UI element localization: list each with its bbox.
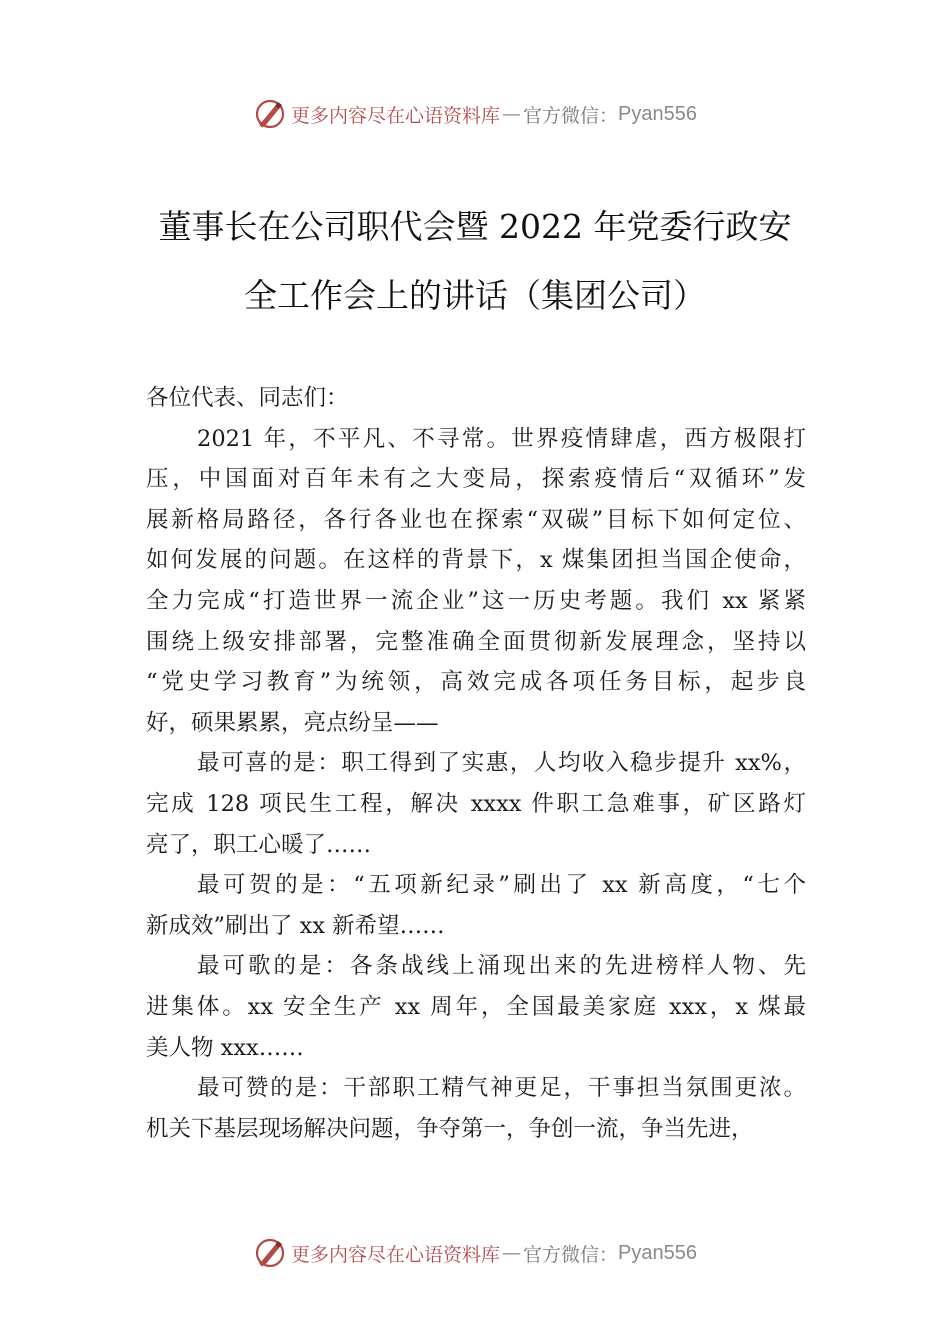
body-line: 美人物 xxx……	[146, 1034, 304, 1061]
body-line: 压，中国面对百年未有之大变局，探索疫情后“双循环”发	[146, 466, 806, 493]
banner-wechat-account: Pyan556	[618, 1241, 697, 1264]
body-line: 进集体。xx 安全生产 xx 周年，全国最美家庭 xxx，x 煤最	[146, 993, 806, 1020]
body-line: 新成效”刷出了 xx 新希望……	[146, 912, 445, 939]
body-line: 最可贺的是：“五项新纪录”刷出了 xx 新高度，“七个	[197, 872, 806, 899]
body-line: 围绕上级安排部署，完整准确全面贯彻新发展理念，坚持以	[146, 628, 806, 655]
body-line: 全力完成“打造世界一流企业”这一历史考题。我们 xx 紧紧	[146, 587, 806, 614]
document-title-line-1: 董事长在公司职代会暨 2022 年党委行政安	[158, 207, 792, 246]
banner-promo-text: 更多内容尽在心语资料库	[291, 104, 501, 127]
document-body	[146, 378, 806, 1149]
body-line: 2021 年，不平凡、不寻常。世界疫情肆虐，西方极限打	[197, 425, 806, 452]
pen-circle-logo-icon	[253, 97, 287, 131]
banner-wechat-account: Pyan556	[618, 102, 697, 125]
pen-circle-logo-icon	[253, 1236, 287, 1270]
body-line: 如何发展的问题。在这样的背景下，x 煤集团担当国企使命，	[146, 547, 806, 574]
banner-promo-text: 更多内容尽在心语资料库	[291, 1243, 501, 1266]
body-line: 最可歌的是：各条战线上涌现出来的先进榜样人物、先	[197, 953, 806, 980]
body-line: 机关下基层现场解决问题，争夺第一，争创一流，争当先进，	[146, 1115, 754, 1142]
banner-separator: —	[502, 1242, 522, 1264]
body-line: 展新格局路径，各行各业也在探索“双碳”目标下如何定位、	[146, 506, 806, 533]
banner-separator: —	[502, 103, 522, 125]
header-banner	[0, 94, 950, 134]
body-line: 亮了，职工心暖了……	[146, 831, 372, 858]
footer-banner	[0, 1233, 950, 1273]
banner-wechat-label: 官方微信：	[523, 1243, 619, 1266]
body-line: 最可喜的是：职工得到了实惠，人均收入稳步提升 xx%，	[197, 750, 806, 777]
body-line: 好，硕果累累，亮点纷呈——	[146, 709, 439, 736]
document-title-line-2: 全工作会上的讲话（集团公司）	[244, 276, 706, 315]
salutation: 各位代表、同志们：	[146, 385, 349, 411]
body-line: 完成 128 项民生工程，解决 xxxx 件职工急难事，矿区路灯	[146, 790, 806, 817]
body-line: “党史学习教育”为统领，高效完成各项任务目标，起步良	[146, 669, 806, 696]
banner-wechat-label: 官方微信：	[523, 104, 619, 127]
body-line: 最可赞的是：干部职工精气神更足，干事担当氛围更浓。	[197, 1075, 806, 1102]
